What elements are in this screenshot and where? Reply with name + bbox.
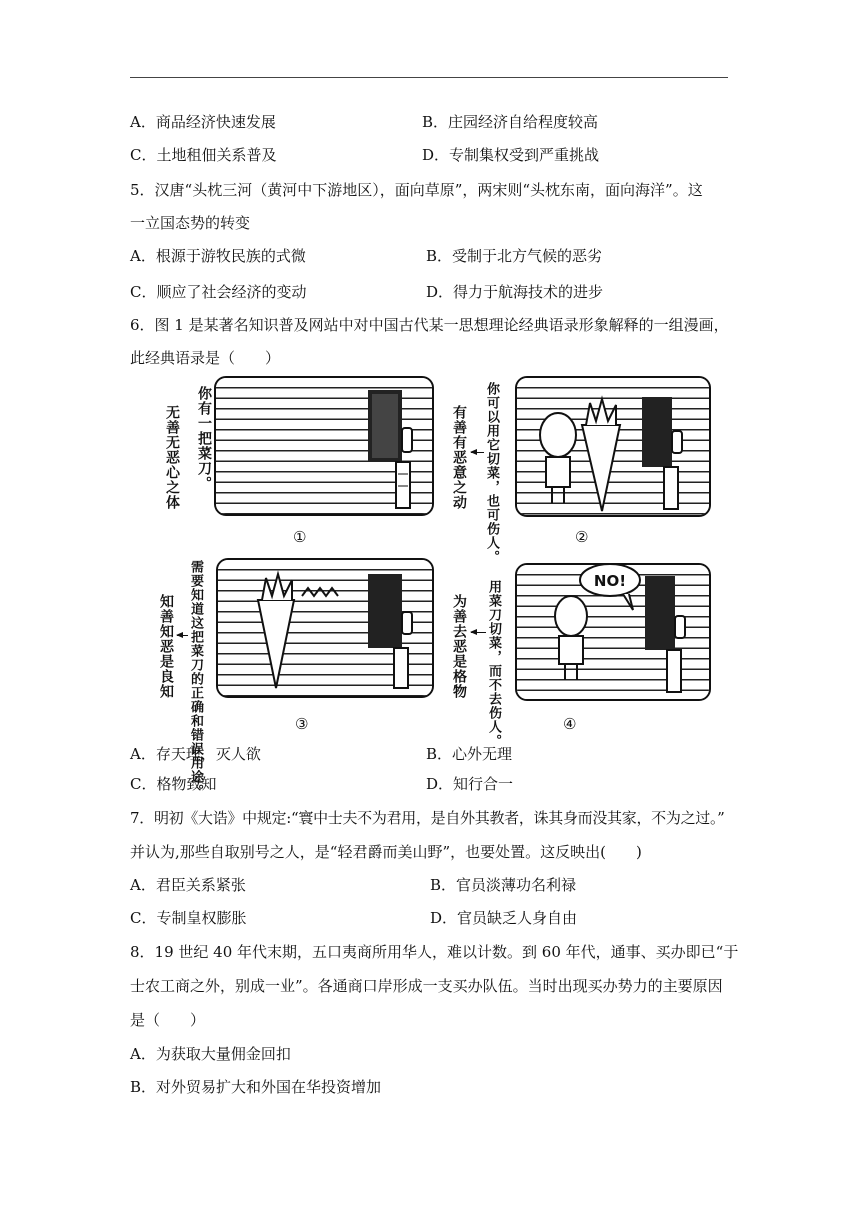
q5-option-c: C．顺应了社会经济的变动	[130, 283, 307, 301]
q7-option-b: B．官员淡薄功名利禄	[430, 876, 577, 894]
q4-option-c: C．土地租佃关系普及	[130, 146, 277, 164]
panel-4-bubble-text: NO!	[593, 572, 627, 590]
panel-1-caption: ①	[293, 528, 307, 546]
q5-option-d: D．得力于航海技术的进步	[426, 283, 604, 301]
panel-4-side-label: 为善去恶是格物	[451, 594, 467, 699]
q8-option-b: B．对外贸易扩大和外国在华投资增加	[130, 1078, 382, 1096]
panel-2-speech: 你可以用它切菜，也可伤人。	[484, 382, 499, 564]
q5-option-a: A．根源于游牧民族的式微	[130, 247, 306, 265]
q5-option-b: B．受制于北方气候的恶劣	[426, 247, 603, 265]
q6-option-c: C．格物致知	[130, 775, 217, 793]
panel-1-side-label: 无善无恶心之体	[164, 405, 180, 510]
q7-stem-line1: 7．明初《大诰》中规定:“寰中士夫不为君用，是自外其教者，诛其身而没其家，不为之过。”	[130, 809, 725, 827]
q6-stem-line2: 此经典语录是（ ）	[130, 349, 281, 367]
q6-option-d: D．知行合一	[426, 775, 514, 793]
panel-4-speech: 用菜刀切菜，而不去伤人。	[486, 580, 501, 748]
q8-stem-line1: 8．19 世纪 40 年代末期，五口夷商所用华人，难以计数。到 60 年代，通事、买办即已“于	[130, 943, 739, 961]
q8-option-a: A．为获取大量佣金回扣	[130, 1045, 291, 1063]
q7-option-d: D．官员缺乏人身自由	[430, 909, 578, 927]
boy-with-no-bubble-icon	[545, 562, 695, 694]
q5-stem-line2: 一立国态势的转变	[130, 214, 251, 232]
q8-stem-line2: 士农工商之外，别成一业”。各通商口岸形成一支买办队伍。当时出现买办势力的主要原因	[130, 977, 723, 995]
q7-option-a: A．君臣关系紧张	[130, 876, 246, 894]
panel-3-side-label: 知善知恶是良知	[158, 594, 174, 699]
panel-3-caption: ③	[295, 715, 309, 733]
q4-option-b: B．庄园经济自给程度较高	[422, 113, 599, 131]
q5-stem-line1: 5．汉唐“头枕三河（黄河中下游地区），面向草原”，两宋则“头枕东南，面向海洋”。这	[130, 181, 703, 199]
q4-option-d: D．专制集权受到严重挑战	[422, 146, 600, 164]
q7-option-c: C．专制皇权膨胀	[130, 909, 247, 927]
q7-stem-line2: 并认为,那些自取别号之人，是“轻君爵而美山野”，也要处置。这反映出( )	[130, 843, 642, 861]
panel-4-caption: ④	[563, 715, 577, 733]
panel-2-caption: ②	[575, 528, 589, 546]
q8-stem-line3: 是（ ）	[130, 1011, 206, 1029]
q4-option-a: A．商品经济快速发展	[130, 113, 276, 131]
cleaver-icon	[356, 388, 428, 512]
panel-2-side-label: 有善有恶意之动	[451, 405, 467, 510]
q6-option-a: A．存天理，灭人欲	[130, 745, 261, 763]
panel-1-speech: 你有一把菜刀。	[196, 386, 212, 491]
q6-stem-line1: 6．图 1 是某著名知识普及网站中对中国古代某一思想理论经典语录形象解释的一组漫画，	[130, 316, 729, 334]
panel-3-speech: 需要知道这把菜刀的正确和错误用途。	[188, 560, 203, 798]
header-rule	[130, 77, 728, 78]
q6-option-b: B．心外无理	[426, 745, 513, 763]
boy-and-carrot-icon	[530, 395, 690, 511]
carrot-and-cleaver-icon	[250, 572, 426, 690]
